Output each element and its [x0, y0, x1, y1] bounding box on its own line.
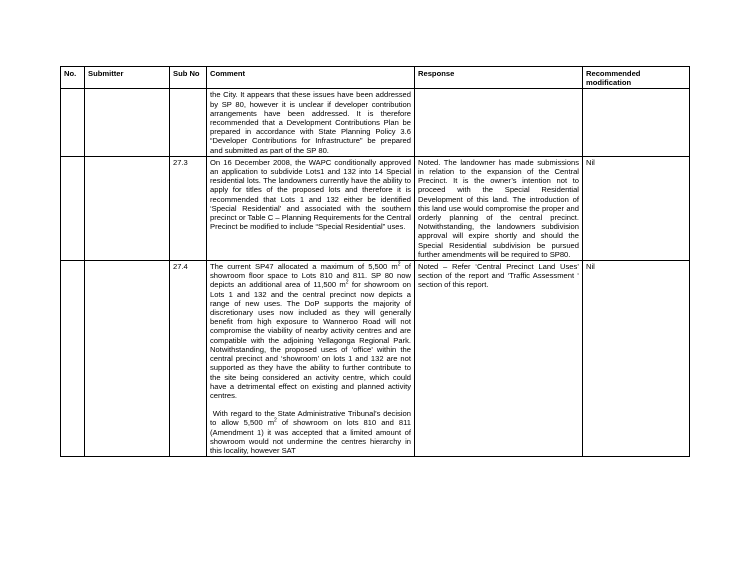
table-header-row: [61, 67, 690, 89]
comment-text: The current SP47 allocated a maximum of 5,500 m: [210, 262, 398, 272]
header-submitter: Submitter: [85, 67, 170, 89]
comment-text: of showroom floor space to Lots 810 and 811. SP 80 now depicts an additional area of 11,500 m: [210, 262, 411, 290]
comment-paragraph: [210, 409, 411, 455]
cell-comment: the City. It appears that these issues have been addressed by SP 80, however it is unclear if developer contribution arrangements have been addressed. It is therefore recommended that a Development Contributions Plan be prepared in accordance with State Planning Policy 3.6 “Developer Contributions for Infrastructure” be prepared and submitted as part of the SP 80.: [207, 89, 415, 156]
superscript: 2: [397, 261, 401, 268]
cell-submitter: [85, 156, 170, 260]
cell-comment: On 16 December 2008, the WAPC conditionally approved an application to subdivide Lots1 and 132 into 14 Special residential lots. The landowners currently have the ability to apply for titles of the proposed lots and therefore it is recommended that Lots 1 and 132 either be identified ‘Special Residential’ and associated with the southern precinct or Table C – Planning Requirements for the Central Precinct be modified to include “Special Residential” uses.: [207, 156, 415, 260]
cell-response: Noted. The landowner has made submissions in relation to the expansion of the Central Precinct. It is the owner’s intention not to proceed with the Special Residential Development of this land. The introduction of this land use would compromise the proper and orderly planning of the central precinct. Notwithstanding, the landowners subdivision approval will expire shortly and should the Special Residential subdivision be pursued further amendments will be required to SP80.: [415, 156, 583, 260]
cell-submitter: [85, 89, 170, 156]
table-row: [61, 89, 690, 156]
cell-submitter: [85, 261, 170, 457]
cell-response: [415, 89, 583, 156]
header-recommended-modification: Recommended modification: [583, 67, 690, 89]
comment-text: With regard to the State Administrative Tribunal’s decision to allow 5,500 m: [210, 409, 411, 428]
submissions-table: [60, 66, 690, 457]
cell-sub-no: 27.4: [170, 261, 207, 457]
superscript: 2: [345, 279, 349, 286]
cell-no: [61, 89, 85, 156]
cell-no: [61, 261, 85, 457]
cell-recommended: Nil: [583, 261, 690, 457]
comment-text: for showroom on Lots 1 and 132 and the central precinct now depicts a range of new uses. The DoP supports the majority of discretionary uses now included as they will generally benefit from high exposure to Wanneroo Road will not compromise the viability of nearby activity centres and are compatible with the adjoining Yellagonga Regional Park. Notwithstanding, the proposed uses of ‘office’ within the central precinct and ‘showroom’ on lots 1 and 132 are not supported as they have the ability to further contribute to the site being considered an activity centre, which could have a detrimental effect on existing and planned activity centres.: [210, 280, 411, 400]
comment-paragraph: [210, 262, 411, 400]
header-comment: Comment: [207, 67, 415, 89]
cell-sub-no: [170, 89, 207, 156]
cell-sub-no: 27.3: [170, 156, 207, 260]
cell-recommended: [583, 89, 690, 156]
superscript: 2: [274, 417, 277, 424]
comment-text: of showroom on lots 810 and 811 (Amendment 1) it was accepted that a limited amount of showroom would not undermine the centres hierarchy in this locality, however SAT: [210, 418, 412, 455]
table-row: [61, 156, 690, 260]
header-sub-no: Sub No: [170, 67, 207, 89]
cell-comment: [207, 261, 415, 457]
cell-response: Noted – Refer ‘Central Precinct Land Uses’ section of the report and ‘Traffic Assessment ‘ section of this report.: [415, 261, 583, 457]
cell-no: [61, 156, 85, 260]
table-row: [61, 261, 690, 457]
cell-recommended: Nil: [583, 156, 690, 260]
header-response: Response: [415, 67, 583, 89]
header-no: No.: [61, 67, 85, 89]
